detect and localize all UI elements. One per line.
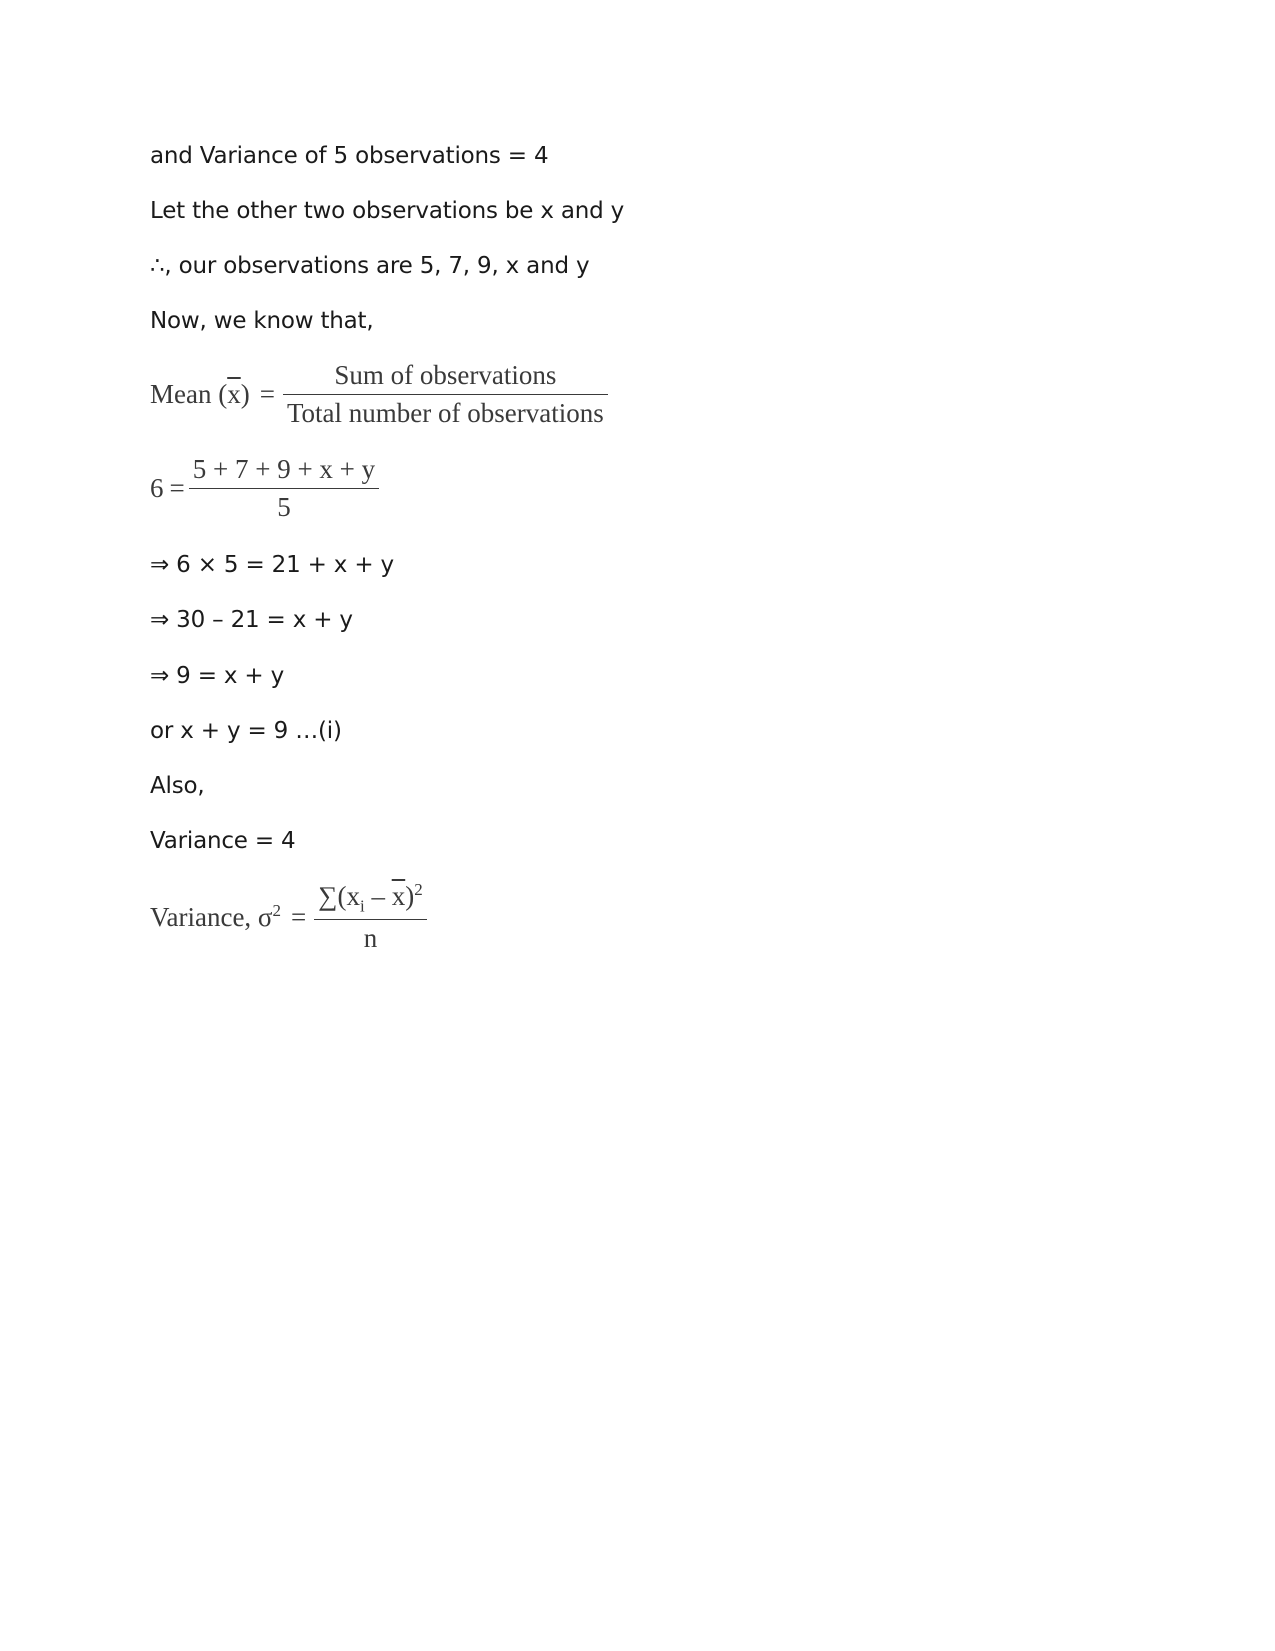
fraction-denominator: Total number of observations bbox=[283, 394, 608, 429]
fraction-numerator: 5 + 7 + 9 + x + y bbox=[192, 454, 376, 484]
formula-mean-lhs: Mean $(\overline{x})$ bbox=[150, 379, 250, 409]
text-line-step-2: ⇒ 30 – 21 = x + y bbox=[150, 607, 353, 633]
formula-variance-lhs: Variance, $\sigma^2$ bbox=[150, 901, 281, 933]
text-line-step-1: ⇒ 6 × 5 = 21 + x + y bbox=[150, 552, 394, 578]
fraction bbox=[316, 880, 424, 954]
fraction bbox=[285, 360, 606, 429]
text-line-equation-i: or x + y = 9 …(i) bbox=[150, 718, 342, 744]
text-line-now-we-know: Now, we know that, bbox=[150, 308, 374, 334]
formula-variance-definition bbox=[150, 880, 425, 954]
text-line-also: Also, bbox=[150, 773, 205, 799]
equals-sign: = bbox=[291, 901, 307, 932]
fraction bbox=[191, 454, 377, 523]
fraction-denominator: 5 bbox=[189, 488, 379, 523]
fraction-denominator: n bbox=[314, 919, 426, 954]
formula-mean-value-lhs: 6 bbox=[150, 473, 164, 503]
fraction-numerator: Sum of observations bbox=[334, 360, 557, 390]
formula-mean-substituted bbox=[150, 454, 377, 523]
equals-sign: = bbox=[169, 473, 185, 503]
text-line-variance-given: and Variance of 5 observations = 4 bbox=[150, 143, 549, 169]
equals-sign: = bbox=[259, 379, 275, 409]
fraction-numerator: $\sum(x_i - \overline{x})^2$ bbox=[318, 880, 423, 916]
formula-mean-definition bbox=[150, 360, 606, 429]
text-line-variance-value: Variance = 4 bbox=[150, 828, 296, 854]
text-line-other-observations: Let the other two observations be x and y bbox=[150, 198, 625, 224]
text-line-observations-list: ∴, our observations are 5, 7, 9, x and y bbox=[150, 253, 590, 279]
text-line-step-3: ⇒ 9 = x + y bbox=[150, 663, 285, 689]
